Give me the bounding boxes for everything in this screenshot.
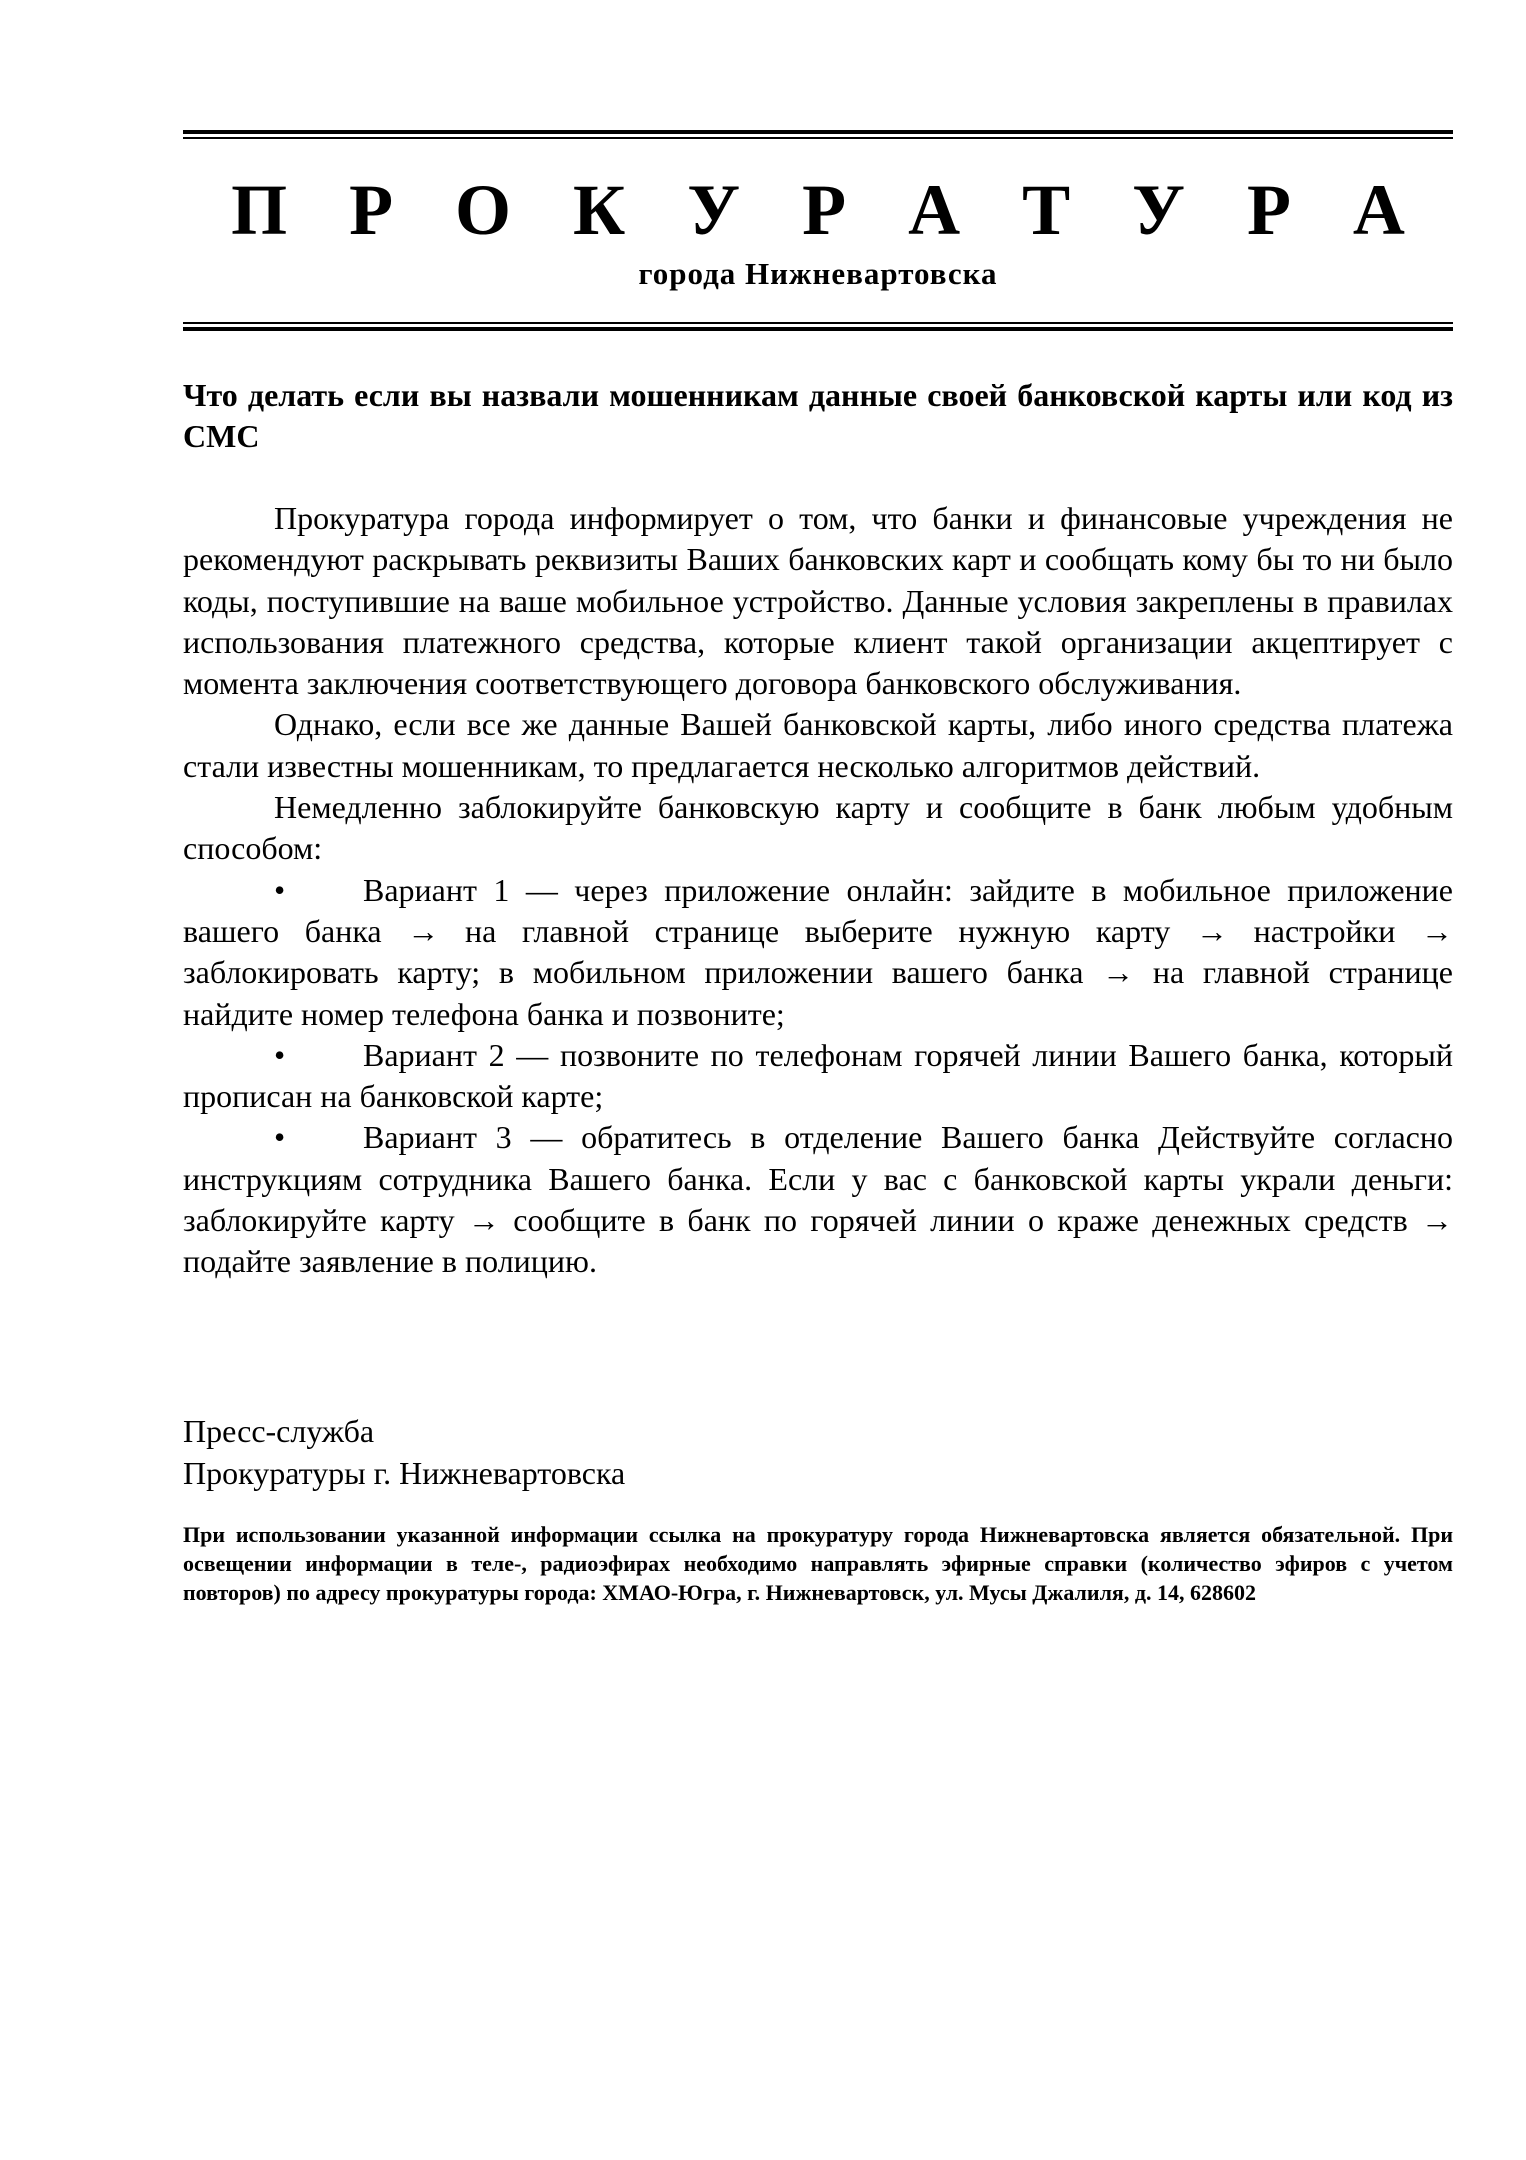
- article-headline: Что делать если вы назвали мошенникам данные своей банковской карты или код из СМС: [183, 377, 1453, 454]
- list-item: [183, 1035, 1453, 1118]
- organization-title: П Р О К У Р А Т У Р А: [231, 170, 1427, 250]
- list-item: [183, 1117, 1453, 1282]
- paragraph: Прокуратура города информирует о том, что банки и финансовые учреждения не рекомендуют раскрывать реквизиты Ваших банковских карт и сообщать кому бы то ни было коды, поступившие на ваше мобильное устройство. Данные условия закреплены в правилах использования платежного средства, которые клиент такой организации акцептирует с момента заключения соответствующего договора банковского обслуживания.: [183, 500, 1453, 702]
- list-item-text: Вариант 1 — через приложение онлайн: зайдите в мобильное приложение вашего банка → на главной странице выберите нужную карту → настройки → заблокировать карту; в мобильном приложении вашего банка → на главной странице найдите номер телефона банка и позвоните;: [183, 871, 1453, 1032]
- bullet-marker: •: [274, 1036, 286, 1073]
- article-body: [183, 498, 1453, 1283]
- signature-block: [183, 1410, 1453, 1494]
- paragraph: Однако, если все же данные Вашей банковской карты, либо иного средства платежа стали известны мошенникам, то предлагается несколько алгоритмов действий.: [183, 706, 1453, 784]
- organization-subtitle: города Нижневартовска: [638, 256, 998, 291]
- header-bottom-rule: [183, 322, 1453, 331]
- signature-line: Прокуратуры г. Нижневартовска: [183, 1455, 626, 1491]
- bullet-marker: •: [274, 871, 286, 908]
- list-item-text: Вариант 2 — позвоните по телефонам горячей линии Вашего банка, который прописан на банковской карте;: [183, 1036, 1453, 1115]
- header-top-rule: [183, 130, 1453, 139]
- list-item-text: Вариант 3 — обратитесь в отделение Вашего банка Действуйте согласно инструкциям сотрудника Вашего банка. Если у вас с банковской карты украли деньги: заблокируйте карту → сообщите в банк по горячей линии о краже денежных средств → подайте заявление в полицию.: [183, 1119, 1453, 1280]
- paragraph: Немедленно заблокируйте банковскую карту и сообщите в банк любым удобным способом:: [183, 789, 1453, 867]
- bullet-marker: •: [274, 1119, 286, 1156]
- signature-line: Пресс-служба: [183, 1413, 375, 1449]
- footnote: При использовании указанной информации ссылка на прокуратуру города Нижневартовска является обязательной. При освещении информации в теле-, радиоэфирах необходимо направлять эфирные справки (количество эфиров с учетом повторов) по адресу прокуратуры города: ХМАО-Югра, г. Нижневартовск, ул. Мусы Джалиля, д. 14, 628602: [183, 1522, 1453, 1605]
- list-item: [183, 870, 1453, 1035]
